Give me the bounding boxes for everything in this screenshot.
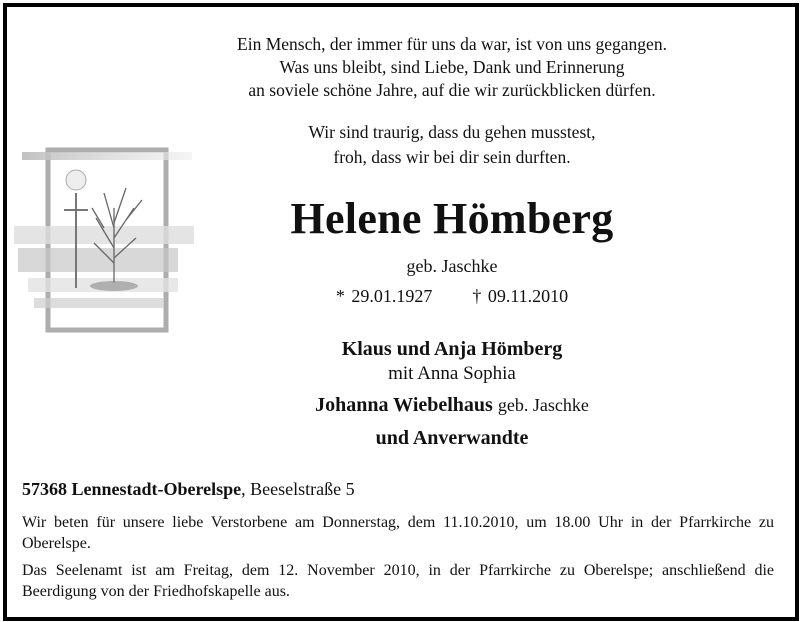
birth-name: geb. Jaschke bbox=[406, 256, 498, 276]
verse-line: an soviele schöne Jahre, auf die wir zurückblicken dürfen. bbox=[248, 80, 656, 100]
address bbox=[22, 479, 355, 500]
verse-line: Was uns bleibt, sind Liebe, Dank und Erinnerung bbox=[279, 57, 625, 77]
verse-line: froh, dass wir bei dir sein durften. bbox=[333, 147, 571, 167]
family-line: und Anverwandte bbox=[375, 427, 529, 449]
memorial-verse bbox=[198, 33, 706, 102]
family-line bbox=[198, 394, 706, 417]
funeral-notice: Das Seelenamt ist am Freitag, dem 12. November 2010, in der Pfarrkirche zu Oberelspe; anschließend die Beerdigung von der Friedhofskapelle aus. bbox=[22, 562, 774, 600]
birth-date: * 29.01.1927 bbox=[335, 286, 433, 306]
memorial-illustration bbox=[14, 138, 194, 348]
family-name: Johanna Wiebelhaus bbox=[315, 394, 493, 416]
family-birth-name: geb. Jaschke bbox=[497, 395, 589, 415]
address-city: 57368 Lennestadt-Oberelspe bbox=[22, 479, 242, 499]
address-street: , Beeselstraße 5 bbox=[241, 479, 355, 499]
family-line: mit Anna Sophia bbox=[388, 363, 516, 384]
service-notice: Wir beten für unsere liebe Verstorbene am Donnerstag, dem 11.10.2010, um 18.00 Uhr in der Pfarrkirche zu Oberelspe. bbox=[22, 514, 774, 552]
deceased-name: Helene Hömberg bbox=[290, 194, 614, 243]
verse-line: Wir sind traurig, dass du gehen musstest, bbox=[308, 122, 596, 142]
memorial-verse-2 bbox=[198, 120, 706, 170]
life-dates bbox=[198, 286, 706, 307]
family-line: Klaus und Anja Hömberg bbox=[341, 338, 563, 360]
death-date: † 09.11.2010 bbox=[472, 286, 569, 306]
verse-line: Ein Mensch, der immer für uns da war, ist von uns gegangen. bbox=[237, 34, 667, 54]
